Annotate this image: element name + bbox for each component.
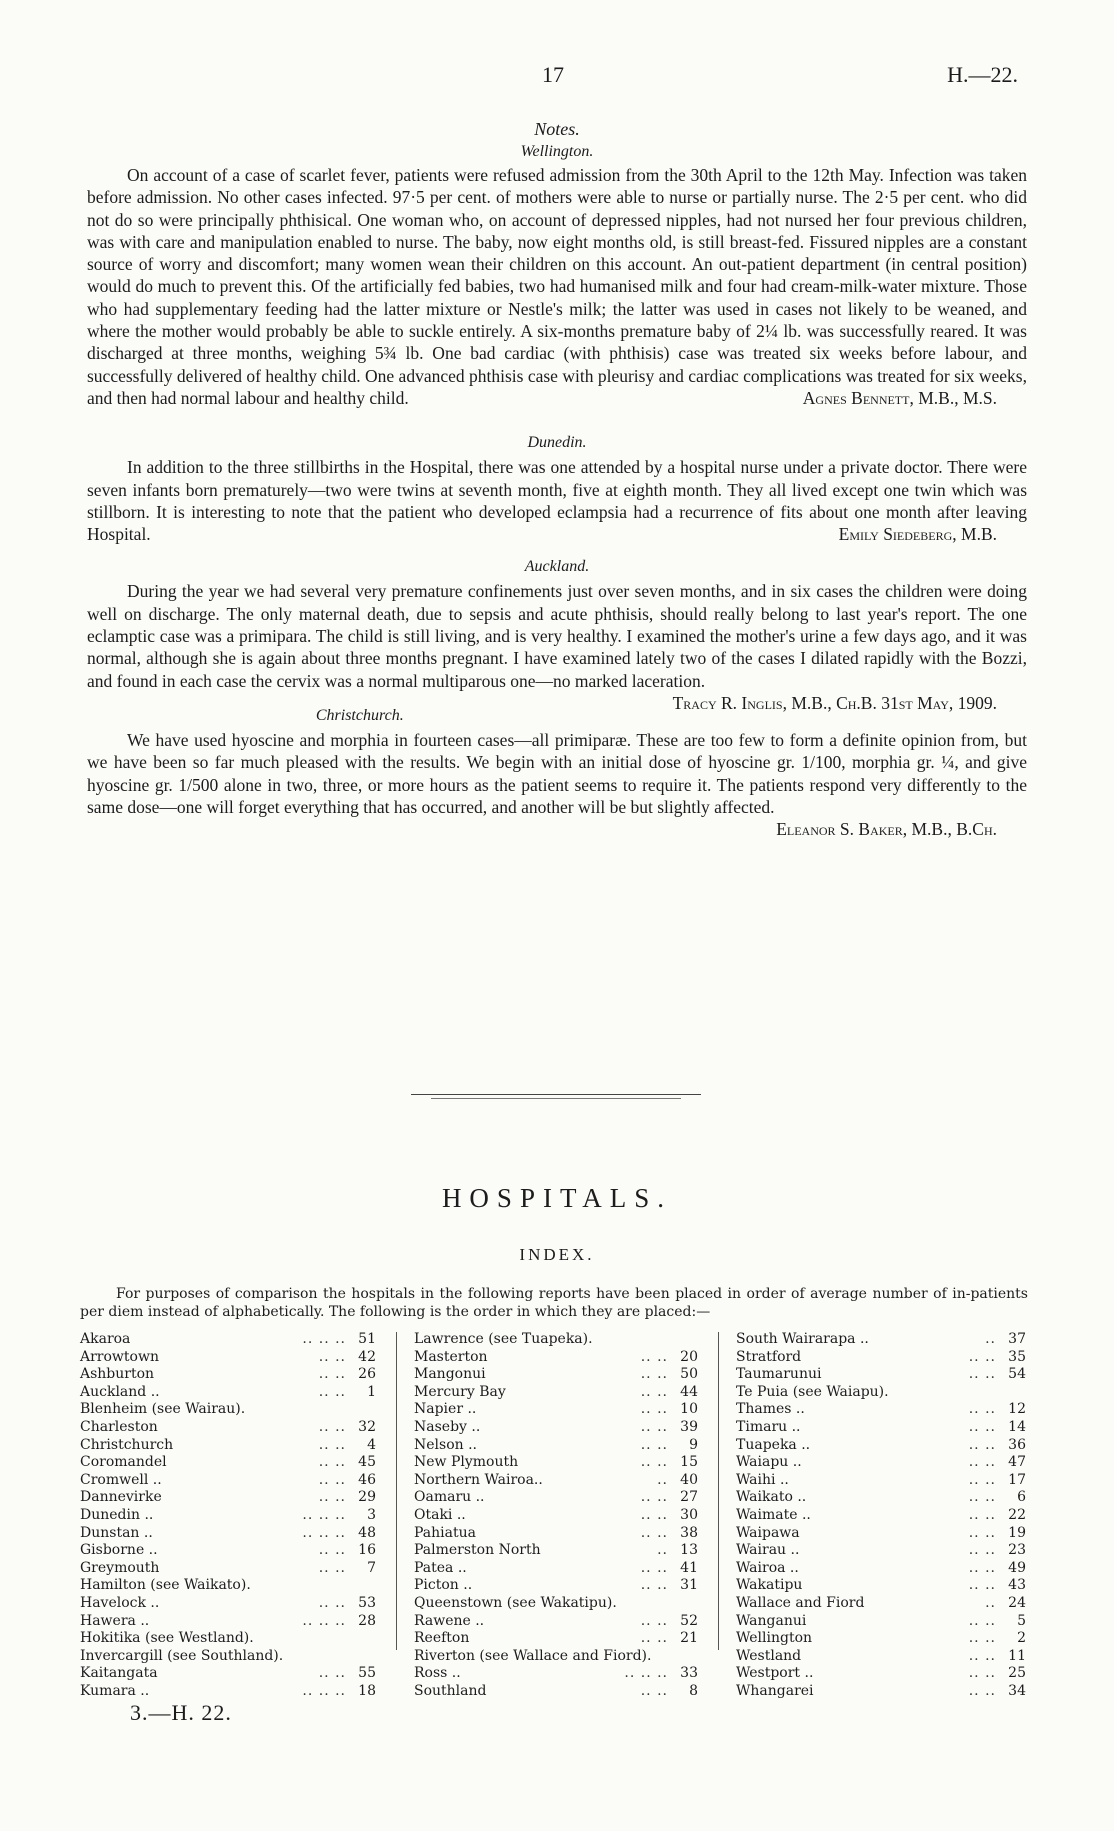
index-row [414,1577,698,1595]
footer-reference: 3.—H. 22. [130,1700,232,1725]
index-row [414,1560,698,1578]
hospital-name: Nelson .. [414,1436,477,1453]
hospital-rank: 10 [680,1401,698,1418]
index-row [80,1595,376,1613]
hospital-name: Wairau .. [736,1542,800,1559]
leader-dots: .. .. [640,1524,668,1541]
hospital-rank: 20 [680,1348,698,1365]
index-row [80,1542,376,1560]
index-row [414,1630,698,1648]
index-row [736,1577,1026,1595]
hospital-rank: 26 [358,1366,376,1383]
hospital-name: Masterton [414,1348,488,1365]
hospital-name: Queenstown (see Wakatipu). [414,1594,617,1611]
leader-dots: .. .. [968,1524,996,1541]
leader-dots: .. .. [640,1489,668,1506]
section-divider [411,1094,701,1099]
hospital-rank: 36 [1008,1436,1026,1453]
hospital-name: Dunstan .. [80,1524,153,1541]
hospital-rank: 55 [358,1665,376,1682]
index-row [414,1454,698,1472]
divider-rule-thin [431,1098,681,1099]
leader-dots: .. .. [968,1630,996,1647]
index-row [736,1366,1026,1384]
hospital-name: Waikato .. [736,1489,807,1506]
leader-dots: .. .. [968,1647,996,1664]
index-row [414,1419,698,1437]
hospital-rank: 8 [689,1682,698,1699]
hospital-rank: 29 [358,1489,376,1506]
leader-dots: .. .. [968,1612,996,1629]
hospital-rank: 34 [1008,1682,1026,1699]
hospital-rank: 45 [358,1454,376,1471]
leader-dots: .. .. [640,1630,668,1647]
index-column-1 [80,1331,376,1700]
hospital-rank: 2 [1017,1630,1026,1647]
hospital-rank: 53 [358,1594,376,1611]
hospital-rank: 6 [1017,1489,1026,1506]
leader-dots: .. .. [640,1436,668,1453]
index-row [80,1384,376,1402]
leader-dots: .. [985,1594,996,1611]
index-row [414,1401,698,1419]
leader-dots: .. .. [640,1506,668,1523]
section-title-wellington: Wellington. [520,143,594,160]
index-row [736,1542,1026,1560]
column-separator [718,1332,719,1650]
hospital-name: Hamilton (see Waikato). [80,1577,251,1594]
index-row [414,1507,698,1525]
hospital-name: Rawene .. [414,1612,485,1629]
hospital-rank: 23 [1008,1542,1026,1559]
hospital-rank: 38 [680,1524,698,1541]
hospital-rank: 49 [1008,1559,1026,1576]
hospital-name: Dunedin .. [80,1506,154,1523]
leader-dots: .. .. [640,1383,668,1400]
leader-dots: .. .. .. [624,1665,668,1682]
leader-dots: .. .. .. [302,1612,346,1629]
hospital-rank: 37 [1008,1331,1026,1347]
hospital-name: Hokitika (see Westland). [80,1630,254,1647]
leader-dots: .. .. [968,1454,996,1471]
notes-section [87,118,1027,840]
hospital-name: Southland [414,1682,487,1699]
leader-dots: .. .. [640,1454,668,1471]
hospital-rank: 11 [1008,1647,1026,1664]
index-row [414,1384,698,1402]
hospital-name: Wakatipu [736,1577,803,1594]
leader-dots: .. .. [968,1682,996,1699]
hospital-rank: 25 [1008,1665,1026,1682]
hospital-name: Waiapu .. [736,1454,802,1471]
leader-dots: .. .. [968,1665,996,1682]
hospital-name: Blenheim (see Wairau). [80,1401,246,1418]
hospital-name: Riverton (see Wallace and Fiord). [414,1647,652,1664]
index-row [80,1366,376,1384]
signature-dunedin: Emily Siedeberg, M.B. [838,524,997,545]
leader-dots: .. .. [968,1577,996,1594]
leader-dots: .. .. [968,1348,996,1365]
hospital-name: Patea .. [414,1559,467,1576]
index-row [414,1683,698,1701]
hospital-rank: 1 [367,1383,376,1400]
hospital-rank: 48 [358,1524,376,1541]
hospital-rank: 4 [367,1436,376,1453]
hospital-name: Waipawa [736,1524,800,1541]
hospital-rank: 3 [367,1506,376,1523]
section-text-wellington: On account of a case of scarlet fever, patients were refused admission from the 30th April to the 12th May. Infection was taken before admission. No other cases infected. 97·5 per cent. of mothers were able to nurse or partially nurse. The 2·5 per cent. who did not do so were principally phthisical. One woman who, on account of depressed nipples, had not nursed her four previous children, was with care and manipulation enabled to nurse. The baby, now eight months old, is still breast-fed. Fissured nipples are a constant source of worry and discomfort; many women wean their children on this account. An out-patient department (in central position) would do much to prevent this. Of the artificially fed babies, two had humanised milk and four had cream-milk-water mixture. Those who had supplementary feeding had the latter mixture or Nestle's milk; the latter was used in cases not likely to be weaned, and where the mother would probably be able to suckle entirely. A six-months premature baby of 2¼ lb. was successfully reared. It was discharged at three months, weighing 5¾ lb. One bad cardiac (with phthisis) case was treated six weeks before labour, and successfully delivered of healthy child. One advanced phthisis case with pleurisy and cardiac complications was treated for six weeks, and then had normal labour and healthy child. Agnes Bennett, M.B., M.S. [87,165,1027,408]
signature-wellington: Agnes Bennett, M.B., M.S. [802,387,997,408]
hospital-name: Reefton [414,1630,470,1647]
hospital-name: Pahiatua [414,1524,476,1541]
hospital-rank: 35 [1008,1348,1026,1365]
leader-dots: .. .. [318,1383,346,1400]
hospital-name: Timaru .. [736,1418,801,1435]
hospital-name: Palmerston North [414,1542,541,1559]
leader-dots: .. .. [968,1542,996,1559]
index-row [80,1630,376,1648]
hospital-name: Charleston [80,1418,158,1435]
hospital-name: Westland [736,1647,802,1664]
signature-auckland: Tracy R. Inglis, M.B., Ch.B. 31st May, 1909. [672,692,997,713]
index-row [80,1437,376,1455]
hospital-rank: 50 [680,1366,698,1383]
index-row [736,1331,1026,1349]
index-row [80,1401,376,1419]
hospital-rank: 7 [367,1559,376,1576]
leader-dots: .. .. .. [302,1506,346,1523]
hospital-rank: 33 [680,1665,698,1682]
index-row [736,1419,1026,1437]
leader-dots: .. .. .. [302,1682,346,1699]
index-row [736,1560,1026,1578]
index-row [736,1683,1026,1701]
leader-dots: .. [657,1471,668,1488]
leader-dots: .. .. [318,1366,346,1383]
hospital-rank: 17 [1008,1471,1026,1488]
hospital-name: Te Puia (see Waiapu). [736,1383,889,1400]
leader-dots: .. .. [968,1471,996,1488]
hospital-rank: 18 [358,1682,376,1699]
hospital-name: Arrowtown [80,1348,159,1365]
leader-dots: .. .. .. [302,1524,346,1541]
leader-dots: .. .. [968,1401,996,1418]
leader-dots: .. .. [318,1454,346,1471]
hospital-name: Tuapeka .. [736,1436,811,1453]
report-reference: H.—22. [947,62,1018,87]
hospital-name: New Plymouth [414,1454,519,1471]
hospital-name: Kumara .. [80,1682,150,1699]
hospital-rank: 27 [680,1489,698,1506]
index-row [736,1437,1026,1455]
index-row [736,1349,1026,1367]
leader-dots: .. .. .. [302,1331,346,1347]
index-row [80,1349,376,1367]
section-title-christchurch: Christchurch. [315,706,404,724]
hospital-name: Lawrence (see Tuapeka). [414,1331,593,1347]
section-title-dunedin: Dunedin. [527,434,587,452]
index-row [414,1331,698,1349]
hospital-rank: 28 [358,1612,376,1629]
hospital-rank: 31 [680,1577,698,1594]
index-row [414,1525,698,1543]
leader-dots: .. .. [318,1665,346,1682]
hospital-name: Auckland .. [80,1383,160,1400]
index-row [414,1366,698,1384]
hospital-name: Wellington [736,1630,813,1647]
leader-dots: .. .. [640,1366,668,1383]
leader-dots: .. .. [318,1594,346,1611]
leader-dots: .. .. [640,1418,668,1435]
hospital-name: Coromandel [80,1454,167,1471]
index-row [736,1472,1026,1490]
hospital-name: Greymouth [80,1559,160,1576]
index-row [80,1648,376,1666]
index-column-2 [414,1331,698,1700]
index-row [414,1489,698,1507]
hospital-name: Oamaru .. [414,1489,485,1506]
index-row [736,1454,1026,1472]
section-text-auckland: During the year we had several very premature confinements just over seven months, and in six cases the children were doing well on discharge. The only maternal death, due to sepsis and acute phthisis, should really belong to last year's report. The one eclamptic case was a primipara. The child is still living, and is very healthy. I examined the mother's urine a few days ago, and it was normal, although she is again about three months pregnant. I have examined lately two of the cases I dilated rapidly with the Bozzi, and found in each case the cervix was a normal multiparous one—no marked laceration. Tracy R. Inglis, M.B., Ch.B. 31st May, 1909. [87,581,1027,713]
hospital-rank: 19 [1008,1524,1026,1541]
hospital-name: Thames .. [736,1401,805,1418]
hospital-rank: 22 [1008,1506,1026,1523]
index-row [80,1613,376,1631]
index-row [80,1507,376,1525]
index-row [80,1525,376,1543]
hospital-rank: 13 [680,1542,698,1559]
leader-dots: .. .. [318,1542,346,1559]
index-row [736,1665,1026,1683]
index-row [80,1577,376,1595]
leader-dots: .. .. [318,1418,346,1435]
hospital-name: Wallace and Fiord [736,1594,865,1611]
leader-dots: .. .. [640,1401,668,1418]
hospital-name: Naseby .. [414,1418,481,1435]
notes-heading: Notes. [534,119,580,139]
hospital-name: Napier .. [414,1401,477,1418]
leader-dots: .. [985,1331,996,1347]
hospital-rank: 44 [680,1383,698,1400]
hospital-name: Whangarei [736,1682,814,1699]
hospital-name: Cromwell .. [80,1471,162,1488]
hospital-name: Wairoa .. [736,1559,799,1576]
leader-dots: .. .. [640,1612,668,1629]
index-row [736,1630,1026,1648]
hospital-rank: 5 [1017,1612,1026,1629]
hospital-name: Mangonui [414,1366,486,1383]
hospital-rank: 30 [680,1506,698,1523]
leader-dots: .. .. [968,1559,996,1576]
hospital-name: Mercury Bay [414,1383,506,1400]
hospital-name: Otaki .. [414,1506,466,1523]
index-row [80,1665,376,1683]
hospital-rank: 46 [358,1471,376,1488]
leader-dots: .. .. [640,1682,668,1699]
index-row [80,1419,376,1437]
hospital-rank: 15 [680,1454,698,1471]
hospital-name: Ashburton [80,1366,155,1383]
page-number: 17 [542,62,564,87]
leader-dots: .. .. [318,1348,346,1365]
hospital-rank: 24 [1008,1594,1026,1611]
hospital-name: Havelock .. [80,1594,160,1611]
hospital-rank: 16 [358,1542,376,1559]
hospital-name: Invercargill (see Southland). [80,1647,284,1664]
hospital-rank: 47 [1008,1454,1026,1471]
leader-dots: .. .. [968,1366,996,1383]
leader-dots: .. .. [968,1436,996,1453]
hospital-name: Ross .. [414,1665,461,1682]
hospital-name: Northern Wairoa.. [414,1471,543,1488]
leader-dots: .. .. [318,1559,346,1576]
hospital-rank: 32 [358,1418,376,1435]
hospital-rank: 12 [1008,1401,1026,1418]
hospital-rank: 41 [680,1559,698,1576]
hospital-name: Taumarunui [736,1366,822,1383]
hospital-name: Dannevirke [80,1489,162,1506]
leader-dots: .. .. [968,1489,996,1506]
hospital-name: Waihi .. [736,1471,789,1488]
index-row [414,1349,698,1367]
hospital-rank: 21 [680,1630,698,1647]
index-row [80,1454,376,1472]
hospital-rank: 51 [358,1331,376,1347]
hospital-rank: 52 [680,1612,698,1629]
leader-dots: .. [657,1542,668,1559]
hospital-name: Waimate .. [736,1506,811,1523]
index-row [414,1472,698,1490]
index-row [414,1648,698,1666]
index-row [736,1489,1026,1507]
hospital-name: Kaitangata [80,1665,158,1682]
page-header [0,62,1114,92]
leader-dots: .. .. [640,1559,668,1576]
leader-dots: .. .. [318,1471,346,1488]
leader-dots: .. .. [640,1577,668,1594]
index-intro: For purposes of comparison the hospitals in the following reports have been placed in order of average number of in-patients per diem instead of alphabetically. The following is the order in which they are placed:— [80,1286,1028,1320]
index-row [736,1401,1026,1419]
section-text-christchurch: We have used hyoscine and morphia in fourteen cases—all primiparæ. These are too few to form a definite opinion from, but we have been so far much pleased with the results. We begin with an initial dose of hyoscine gr. 1/100, morphia gr. ¼, and give hyoscine gr. 1/500 alone in two, three, or more hours as the patient seems to require it. The patients respond very differently to the same dose—one will forget everything that has occurred, and another will be but slightly affected. [87,729,1027,817]
hospital-rank: 43 [1008,1577,1026,1594]
leader-dots: .. .. [318,1489,346,1506]
index-row [80,1472,376,1490]
index-row [736,1525,1026,1543]
index-row [80,1489,376,1507]
section-text-dunedin: In addition to the three stillbirths in the Hospital, there was one attended by a hospital nurse under a private doctor. There were seven infants born prematurely—two were twins at seventh month, five at eighth month. They all lived except one twin which was stillborn. It is interesting to note that the patient who developed eclampsia had a recurrence of fits about one month after leaving Hospital. Emily Siedeberg, M.B. [87,457,1027,545]
hospital-name: Westport .. [736,1665,814,1682]
leader-dots: .. .. [640,1348,668,1365]
index-row [414,1542,698,1560]
hospital-name: Hawera .. [80,1612,150,1629]
index-row [414,1595,698,1613]
hospital-rank: 39 [680,1418,698,1435]
section-title-auckland: Auckland. [524,558,590,576]
hospital-name: Gisborne .. [80,1542,158,1559]
hospital-name: Wanganui [736,1612,807,1629]
hospital-rank: 14 [1008,1418,1026,1435]
hospital-rank: 40 [680,1471,698,1488]
index-row [736,1648,1026,1666]
leader-dots: .. .. [318,1436,346,1453]
index-row [736,1384,1026,1402]
hospital-name: Christchurch [80,1436,174,1453]
hospital-rank: 42 [358,1348,376,1365]
index-row [80,1560,376,1578]
column-separator [396,1332,397,1650]
hospital-name: Stratford [736,1348,802,1365]
hospital-rank: 54 [1008,1366,1026,1383]
divider-rule [411,1094,701,1095]
hospital-rank: 9 [689,1436,698,1453]
index-heading: INDEX. [519,1245,595,1264]
leader-dots: .. .. [968,1418,996,1435]
hospital-name: Akaroa [80,1331,131,1347]
index-row [736,1595,1026,1613]
hospitals-heading: HOSPITALS. [441,1183,673,1213]
index-row [80,1331,376,1349]
index-row [80,1683,376,1701]
index-row [736,1613,1026,1631]
index-column-3 [736,1331,1026,1700]
index-row [414,1665,698,1683]
leader-dots: .. .. [968,1506,996,1523]
index-row [414,1437,698,1455]
index-row [736,1507,1026,1525]
hospital-name: South Wairarapa .. [736,1331,869,1347]
signature-christchurch: Eleanor S. Baker, M.B., B.Ch. [776,819,997,840]
hospital-name: Picton .. [414,1577,473,1594]
index-row [414,1613,698,1631]
